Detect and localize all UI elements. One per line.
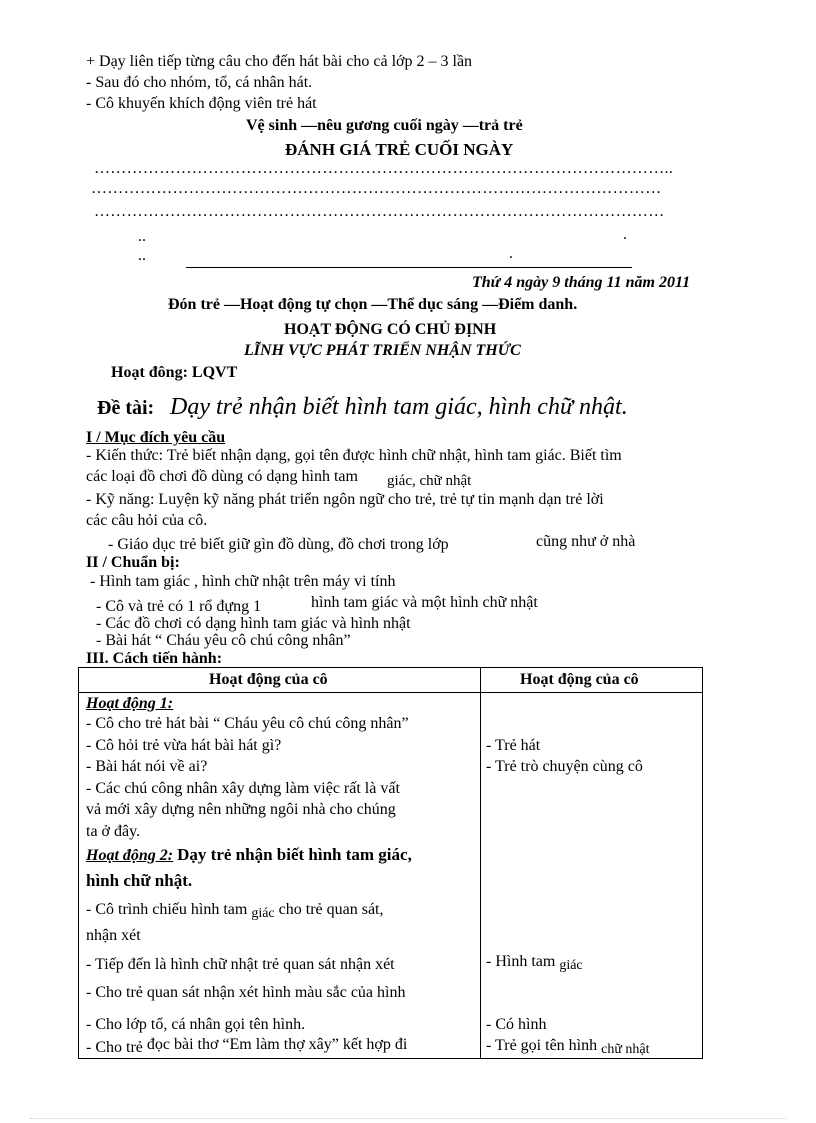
evaluation-title: ĐÁNH GIÁ TRẺ CUỐI NGÀY xyxy=(285,140,514,159)
dotted-line-1: …………………………………………………………………………………………….. xyxy=(94,160,674,177)
routine-line: Đón trẻ —Hoạt động tự chọn —Thể dục sáng —Điểm danh. xyxy=(168,296,578,313)
dotted-line-3: …………………………………………………………………………………………… xyxy=(94,203,665,220)
left-line-10: - Cho trẻ quan sát nhận xét hình màu sắc của hình xyxy=(86,984,406,1001)
left-line-11: - Cho lớp tổ, cá nhân gọi tên hình. xyxy=(86,1016,306,1033)
left-line-7b: giác xyxy=(251,906,275,921)
topic-title: Dạy trẻ nhận biết hình tam giác, hình chữ nhật. xyxy=(170,394,628,420)
activity-2-heading xyxy=(86,846,412,865)
left-line-7c: cho trẻ quan sát, xyxy=(278,901,384,918)
topic-label: Đề tài: xyxy=(97,397,155,419)
knowledge-line-2b: giác, chữ nhật xyxy=(387,473,472,489)
left-line-3: - Bài hát nói về ai? xyxy=(86,758,208,775)
left-line-6: ta ở đây. xyxy=(86,823,141,840)
left-line-2: - Cô hỏi trẻ vừa hát bài hát gì? xyxy=(86,737,282,754)
intro-line-2: - Sau đó cho nhóm, tổ, cá nhân hát. xyxy=(86,74,313,91)
right-line-4: - Có hình xyxy=(486,1016,547,1033)
section-2-heading: II / Chuẩn bị: xyxy=(86,554,180,571)
left-line-1: - Cô cho trẻ hát bài “ Cháu yêu cô chú công nhân” xyxy=(86,715,409,732)
dotted-line-2: …………………………………………………………………………………………… xyxy=(91,180,662,197)
date-line: Thứ 4 ngày 9 tháng 11 năm 2011 xyxy=(472,274,691,291)
right-line-1: - Trẻ hát xyxy=(486,737,541,754)
left-line-7a: - Cô trình chiếu hình tam xyxy=(86,901,248,918)
prep-item-1: - Hình tam giác , hình chữ nhật trên máy vi tính xyxy=(90,573,396,590)
table-header-divider xyxy=(79,692,702,693)
section-1-heading: I / Mục đích yêu cầu xyxy=(86,429,226,446)
prep-item-2a: - Cô và trẻ có 1 rổ đựng 1 xyxy=(96,598,262,615)
skill-line-2: các câu hỏi của cô. xyxy=(86,512,208,529)
intro-line-1: + Dạy liên tiếp từng câu cho đến hát bài cho cả lớp 2 – 3 lần xyxy=(86,53,473,70)
left-line-8: nhận xét xyxy=(86,927,141,944)
main-title: HOẠT ĐỘNG CÓ CHỦ ĐỊNH xyxy=(284,321,497,338)
right-line-5 xyxy=(486,1037,650,1056)
activity-table xyxy=(78,667,703,1059)
left-line-12a: - Cho trẻ xyxy=(86,1039,143,1056)
prep-item-2b: hình tam giác và một hình chữ nhật xyxy=(311,594,538,611)
dotted-dot-a: . xyxy=(623,226,627,243)
divider-rule xyxy=(186,267,632,268)
right-line-3b: giác xyxy=(559,958,583,973)
dotted-short-b: .. xyxy=(138,247,146,264)
right-line-2: - Trẻ trò chuyện cùng cô xyxy=(486,758,643,775)
right-line-3a: - Hình tam xyxy=(486,953,556,970)
activity-2-title-cont: hình chữ nhật. xyxy=(86,871,193,890)
right-line-3 xyxy=(486,953,583,972)
knowledge-line-2a: các loại đồ chơi đồ dùng có dạng hình tam xyxy=(86,468,358,485)
activity-2-label: Hoạt động 2: xyxy=(86,847,174,864)
page-bottom-dotted-border xyxy=(30,1118,786,1119)
left-line-4: - Các chú công nhân xây dựng làm việc rất là vất xyxy=(86,780,400,797)
skill-line-1: - Kỹ năng: Luyện kỹ năng phát triển ngôn ngữ cho trẻ, trẻ tự tin mạnh dạn trẻ lời xyxy=(86,491,604,508)
activity-2-title: Dạy trẻ nhận biết hình tam giác, xyxy=(177,845,412,864)
left-line-9: - Tiếp đến là hình chữ nhật trẻ quan sát nhận xét xyxy=(86,956,395,973)
left-line-7 xyxy=(86,901,384,920)
left-line-12 xyxy=(86,1036,408,1057)
prep-item-4: - Bài hát “ Cháu yêu cô chú công nhân” xyxy=(96,632,351,649)
routine-top: Vệ sinh —nêu gương cuối ngày —trả trẻ xyxy=(246,117,523,134)
right-line-5b: chữ nhật xyxy=(601,1042,650,1057)
intro-line-3: - Cô khuyến khích động viên trẻ hát xyxy=(86,95,317,112)
left-line-5: vả mới xây dựng nên những ngôi nhà cho chúng xyxy=(86,801,396,818)
table-header-children: Hoạt động của cô xyxy=(520,671,639,688)
education-line-a: - Giáo dục trẻ biết giữ gìn đồ dùng, đồ chơi trong lớp xyxy=(108,536,449,553)
dotted-short-a: .. xyxy=(138,228,146,245)
table-column-divider xyxy=(480,668,481,1058)
dotted-dot-b: . xyxy=(509,245,513,262)
activity-1-label: Hoạt động 1: xyxy=(86,695,174,712)
section-3-heading: III. Cách tiến hành: xyxy=(86,650,223,667)
education-line-b: cũng như ở nhà xyxy=(536,533,636,550)
table-header-teacher: Hoạt động của cô xyxy=(209,671,328,688)
prep-item-3: - Các đồ chơi có dạng hình tam giác và hình nhật xyxy=(96,615,411,632)
left-line-12b: đọc bài thơ “Em làm thợ xây” kết hợp đi xyxy=(146,1036,408,1053)
right-line-5a: - Trẻ gọi tên hình xyxy=(486,1037,598,1054)
activity-line: Hoạt đông: LQVT xyxy=(111,364,238,381)
field-title: LĨNH VỰC PHÁT TRIỂN NHẬN THỨC xyxy=(244,342,521,359)
knowledge-line-1: - Kiến thức: Trẻ biết nhận dạng, gọi tên được hình chữ nhật, hình tam giác. Biết tìm xyxy=(86,447,622,464)
